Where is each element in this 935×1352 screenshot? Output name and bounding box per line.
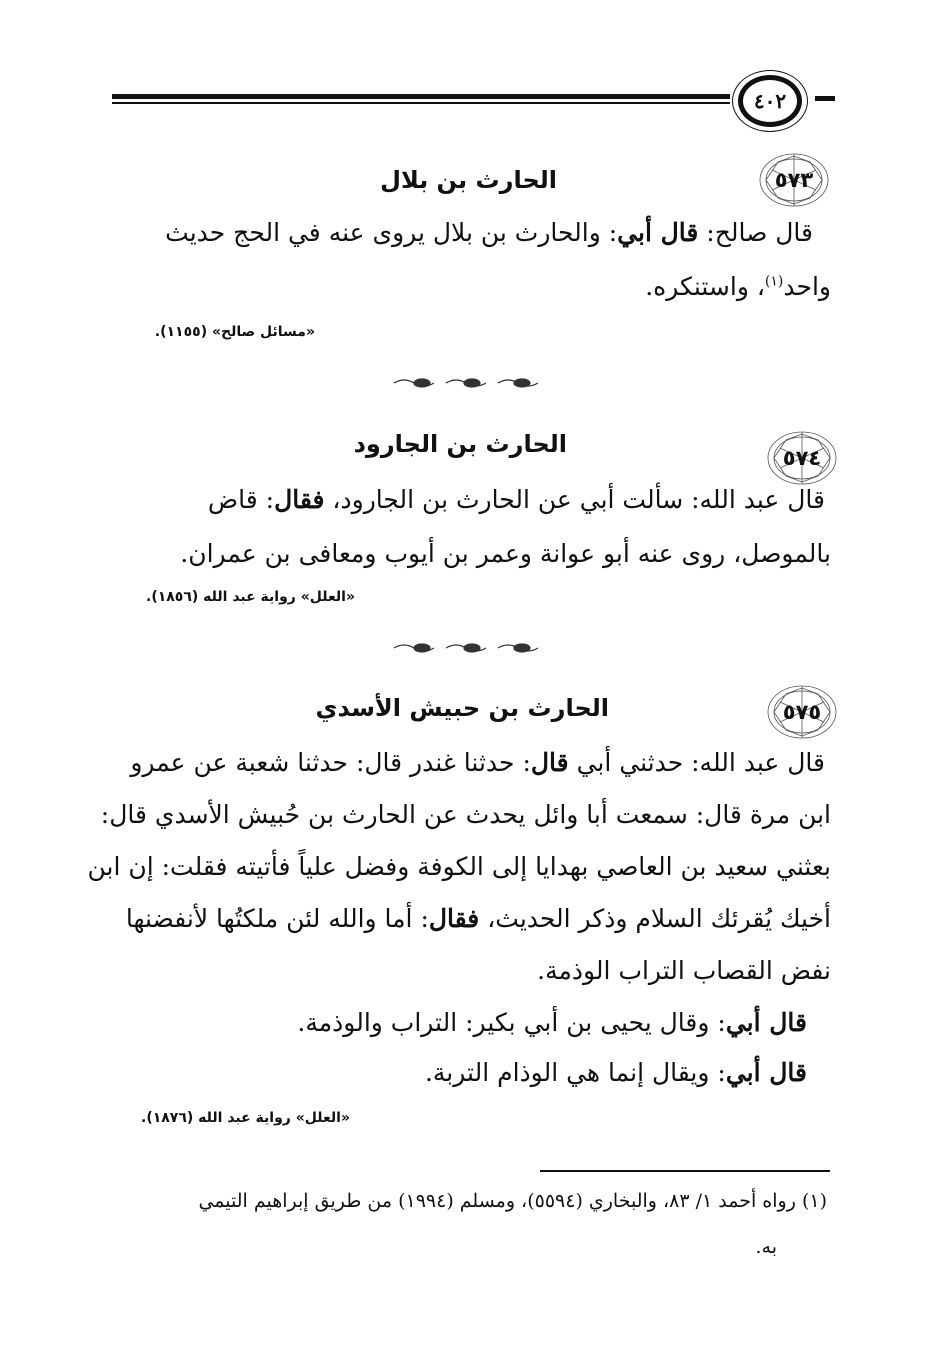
- footnote-marker: (١): [801, 1190, 827, 1212]
- page-number: ٤٠٢: [738, 75, 802, 127]
- footnote-rule: [540, 1170, 830, 1172]
- text-line: قال عبد الله: سألت أبي عن الحارث بن الجارود، فقال: قاض: [207, 485, 825, 514]
- text-line: نفض القصاب التراب الوذمة.: [537, 956, 831, 985]
- entry-number: ٥٧٥: [782, 700, 822, 724]
- entry-number-badge: [758, 152, 830, 208]
- text-line: قال عبد الله: حدثني أبي قال: حدثنا غندر قال: حدثنا شعبة عن عمرو: [130, 748, 825, 777]
- source-reference: «العلل» رواية عبد الله (١٨٥٦).: [146, 589, 355, 605]
- text-line: بعثني سعيد بن العاصي بهدايا إلى الكوفة وفضل علياً فأتيته فقلت: إن ابن: [87, 852, 831, 881]
- footnote-text: رواه أحمد ١/ ٨٣، والبخاري (٥٥٩٤)، ومسلم (١٩٩٤) من طريق إبراهيم التيمي: [198, 1190, 796, 1212]
- text-line: قال صالح: قال أبي: والحارث بن بلال يرو‌ى عنه في الحج حديث: [165, 218, 813, 247]
- entry-title: الحارث بن بلال: [380, 166, 557, 194]
- source-reference: «العلل» رواية عبد الله (١٨٧٦).: [141, 1110, 350, 1126]
- footnote-continuation: به.: [755, 1236, 777, 1258]
- footnote: [198, 1190, 827, 1212]
- text-line: واحد$^{(١)}$، واستنكره.: [645, 272, 831, 301]
- ornamental-divider-icon: [392, 641, 542, 655]
- text-line: قال أبي: وقال يحيى بن أبي بكير: التراب والوذمة.: [297, 1008, 807, 1037]
- text-line: قال أبي: ويقال إنما هي الوذام التربة.: [424, 1058, 807, 1087]
- text-line: بالموصل، رو‌ى عنه أبو عوانة وعمر بن أيوب ومعافى بن عمران.: [180, 539, 831, 568]
- entry-number-badge: [766, 684, 838, 740]
- entry-title: الحارث بن حبيش الأسدي: [315, 694, 609, 722]
- text-line: ابن مرة قال: سمعت أبا وائل يحدث عن الحارث بن حُبيش الأسدي قال:: [100, 800, 831, 829]
- footnote-marker: (١): [764, 273, 784, 290]
- entry-number: ٥٧٤: [782, 446, 822, 470]
- entry-title: الحارث بن الجارود: [353, 430, 567, 458]
- ornamental-divider-icon: [392, 376, 542, 390]
- text-line: أخيك يُقرئك السلام وذكر الحديث، فقال: أما والله لئن ملكتُها لأنفضنها: [125, 904, 831, 933]
- source-reference: «مسائل صالح» (١١٥٥).: [154, 324, 315, 340]
- entry-number-badge: [766, 430, 838, 486]
- entry-number: ٥٧٣: [774, 168, 814, 192]
